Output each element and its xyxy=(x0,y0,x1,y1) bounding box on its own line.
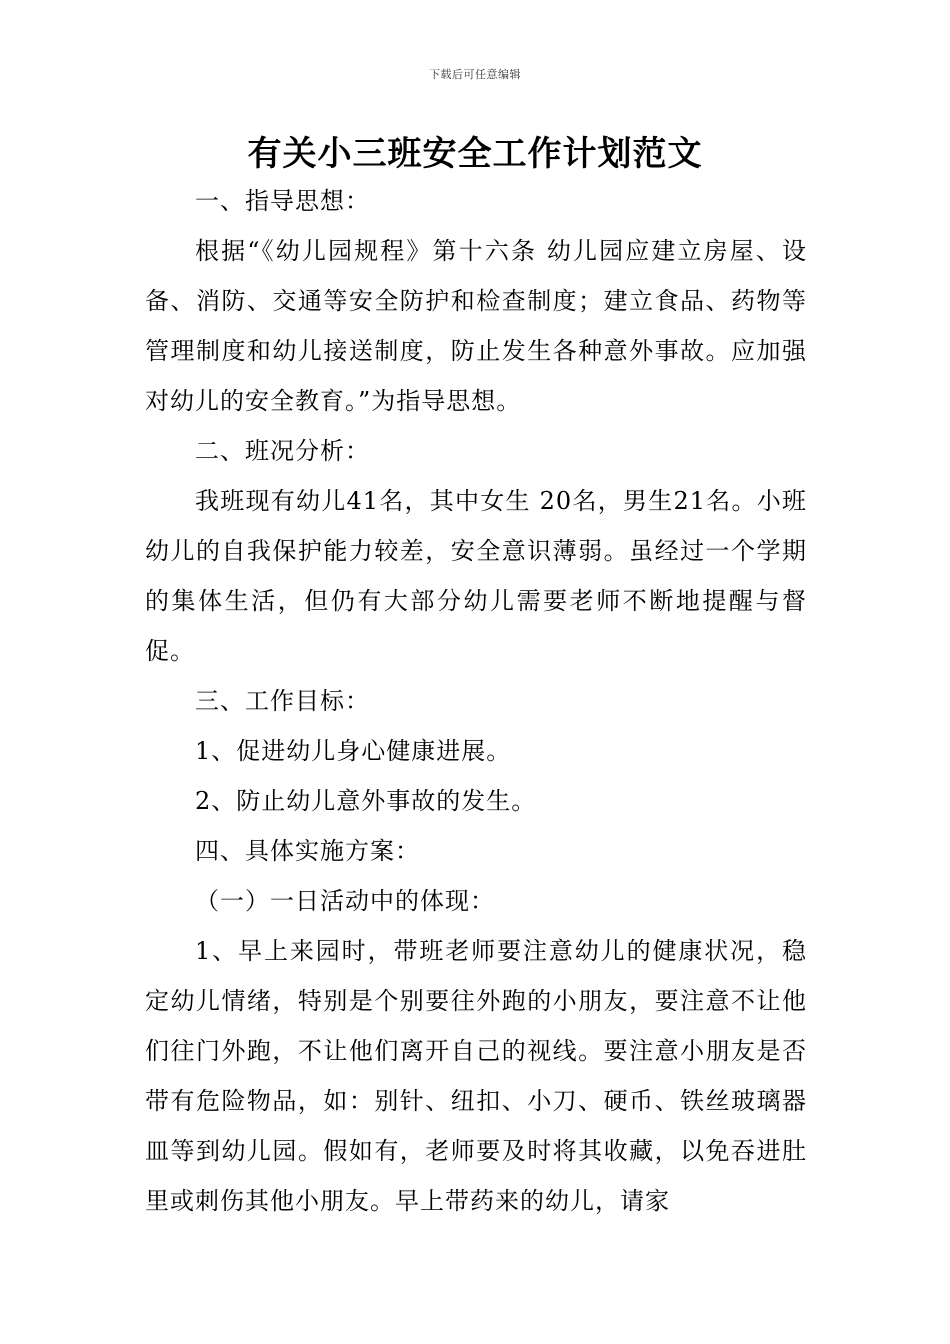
section-heading: 二、班况分析： xyxy=(195,437,370,465)
section-heading: 四、具体实施方案： xyxy=(195,837,420,865)
document-title: 有关小三班安全工作计划范文 xyxy=(247,134,703,174)
list-item: 1、促进幼儿身心健康进展。 xyxy=(195,737,512,765)
subsection-heading: （一）一日活动中的体现： xyxy=(195,887,495,915)
paragraph: 我班现有幼儿41名，其中女生 20名，男生21名。小班幼儿的自我保护能力较差，安全意识薄弱。虽经过一个学期的集体生活，但仍有大部分幼儿需要老师不断地提醒与督促。 xyxy=(145,487,807,665)
section-heading: 三、工作目标： xyxy=(195,687,370,715)
header-note: 下载后可任意编辑 xyxy=(429,68,521,81)
paragraph: 1、早上来园时，带班老师要注意幼儿的健康状况，稳定幼儿情绪，特别是个别要往外跑的小朋友，要注意不让他们往门外跑，不让他们离开自己的视线。要注意小朋友是否带有危险物品，如：别针、纽扣、小刀、硬币、铁丝玻璃器皿等到幼儿园。假如有，老师要及时将其收藏，以免吞进肚里或刺伤其他小朋友。早上带药来的幼儿，请家 xyxy=(145,937,807,1215)
list-item: 2、防止幼儿意外事故的发生。 xyxy=(195,787,537,815)
paragraph: 根据“《幼儿园规程》第十六条 幼儿园应建立房屋、设备、消防、交通等安全防护和检查制度；建立食品、药物等管理制度和幼儿接送制度，防止发生各种意外事故。应加强对幼儿的安全教育。”为指导思想。 xyxy=(145,237,807,415)
document-body xyxy=(145,176,807,1226)
section-heading: 一、指导思想： xyxy=(195,187,370,215)
